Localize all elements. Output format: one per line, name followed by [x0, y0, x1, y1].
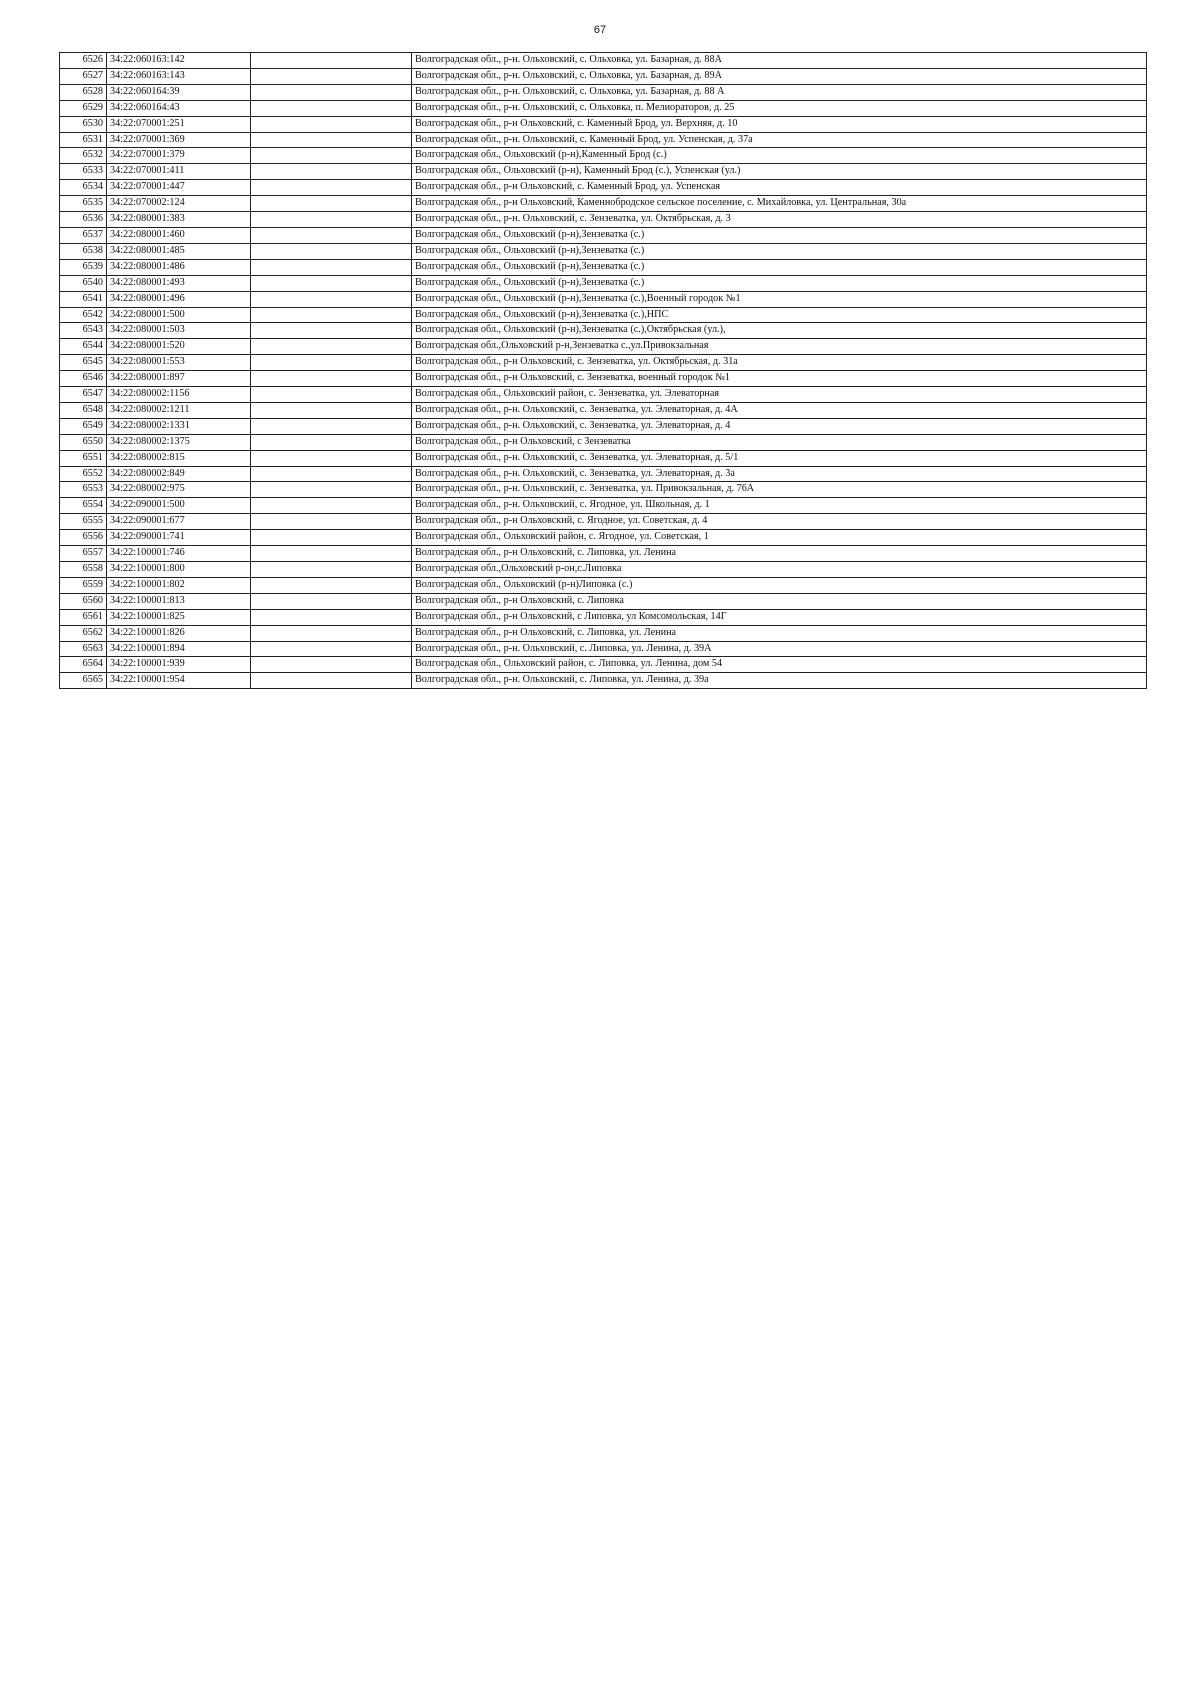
blank-cell [251, 180, 412, 196]
cadastral-number-cell: 34:22:080002:815 [107, 450, 251, 466]
table-row [60, 100, 1147, 116]
cadastral-number-cell: 34:22:060164:43 [107, 100, 251, 116]
row-number-cell: 6564 [60, 657, 107, 673]
cadastral-number-cell: 34:22:070001:251 [107, 116, 251, 132]
table-row [60, 355, 1147, 371]
cadastral-number-cell: 34:22:060163:142 [107, 53, 251, 69]
blank-cell [251, 116, 412, 132]
address-cell: Волгоградская обл., р-н Ольховский, с. Ягодное, ул. Советская, д. 4 [412, 514, 1147, 530]
blank-cell [251, 100, 412, 116]
address-cell: Волгоградская обл., р-н. Ольховский, с. Липовка, ул. Ленина, д. 39А [412, 641, 1147, 657]
cadastral-number-cell: 34:22:060163:143 [107, 68, 251, 84]
table-row [60, 275, 1147, 291]
table-row [60, 402, 1147, 418]
table-row [60, 339, 1147, 355]
address-cell: Волгоградская обл., р-н Ольховский, с. Зензеватка, ул. Октябрьская, д. 31а [412, 355, 1147, 371]
row-number-cell: 6551 [60, 450, 107, 466]
table-row [60, 164, 1147, 180]
row-number-cell: 6529 [60, 100, 107, 116]
address-cell: Волгоградская обл., р-н. Ольховский, с. Зензеватка, ул. Октябрьская, д. 3 [412, 212, 1147, 228]
address-cell: Волгоградская обл., р-н Ольховский, с. Каменный Брод, ул. Успенская [412, 180, 1147, 196]
address-cell: Волгоградская обл., р-н. Ольховский, с. Ольховка, ул. Базарная, д. 88А [412, 53, 1147, 69]
table-row [60, 180, 1147, 196]
table-row [60, 387, 1147, 403]
blank-cell [251, 466, 412, 482]
blank-cell [251, 434, 412, 450]
blank-cell [251, 275, 412, 291]
row-number-cell: 6540 [60, 275, 107, 291]
blank-cell [251, 530, 412, 546]
blank-cell [251, 673, 412, 689]
row-number-cell: 6557 [60, 546, 107, 562]
blank-cell [251, 164, 412, 180]
row-number-cell: 6560 [60, 593, 107, 609]
address-cell: Волгоградская обл., р-н Ольховский, с Липовка, ул Комсомольская, 14Г [412, 609, 1147, 625]
registry-table [59, 52, 1147, 689]
blank-cell [251, 577, 412, 593]
address-cell: Волгоградская обл., Ольховский район, с. Зензеватка, ул. Элеваторная [412, 387, 1147, 403]
row-number-cell: 6534 [60, 180, 107, 196]
row-number-cell: 6539 [60, 259, 107, 275]
blank-cell [251, 402, 412, 418]
row-number-cell: 6549 [60, 418, 107, 434]
row-number-cell: 6531 [60, 132, 107, 148]
cadastral-number-cell: 34:22:080001:460 [107, 227, 251, 243]
blank-cell [251, 307, 412, 323]
row-number-cell: 6536 [60, 212, 107, 228]
blank-cell [251, 53, 412, 69]
table-row [60, 307, 1147, 323]
table-row [60, 577, 1147, 593]
table-row [60, 84, 1147, 100]
address-cell: Волгоградская обл.,Ольховский р-он,с.Липовка [412, 562, 1147, 578]
address-cell: Волгоградская обл., Ольховский (р-н),Зензеватка (с.) [412, 275, 1147, 291]
address-cell: Волгоградская обл., р-н Ольховский, с. Липовка, ул. Ленина [412, 546, 1147, 562]
row-number-cell: 6565 [60, 673, 107, 689]
row-number-cell: 6530 [60, 116, 107, 132]
cadastral-number-cell: 34:22:100001:825 [107, 609, 251, 625]
cadastral-number-cell: 34:22:100001:800 [107, 562, 251, 578]
blank-cell [251, 450, 412, 466]
cadastral-number-cell: 34:22:070001:447 [107, 180, 251, 196]
row-number-cell: 6535 [60, 196, 107, 212]
row-number-cell: 6533 [60, 164, 107, 180]
row-number-cell: 6545 [60, 355, 107, 371]
address-cell: Волгоградская обл., Ольховский (р-н),Зензеватка (с.) [412, 227, 1147, 243]
address-cell: Волгоградская обл., р-н. Ольховский, с. Каменный Брод, ул. Успенская, д. 37а [412, 132, 1147, 148]
address-cell: Волгоградская обл., р-н. Ольховский, с. Зензеватка, ул. Элеваторная, д. 4А [412, 402, 1147, 418]
cadastral-number-cell: 34:22:080001:485 [107, 243, 251, 259]
address-cell: Волгоградская обл., р-н. Ольховский, с. Ольховка, ул. Базарная, д. 88 А [412, 84, 1147, 100]
blank-cell [251, 196, 412, 212]
blank-cell [251, 482, 412, 498]
table-row [60, 562, 1147, 578]
row-number-cell: 6556 [60, 530, 107, 546]
row-number-cell: 6538 [60, 243, 107, 259]
cadastral-number-cell: 34:22:080002:1156 [107, 387, 251, 403]
row-number-cell: 6541 [60, 291, 107, 307]
cadastral-number-cell: 34:22:080001:383 [107, 212, 251, 228]
row-number-cell: 6542 [60, 307, 107, 323]
blank-cell [251, 84, 412, 100]
address-cell: Волгоградская обл., Ольховский район, с. Липовка, ул. Ленина, дом 54 [412, 657, 1147, 673]
blank-cell [251, 227, 412, 243]
table-row [60, 593, 1147, 609]
table-row [60, 673, 1147, 689]
address-cell: Волгоградская обл., Ольховский (р-н),Зензеватка (с.),Военный городок №1 [412, 291, 1147, 307]
address-cell: Волгоградская обл., р-н Ольховский, с. Каменный Брод, ул. Верхняя, д. 10 [412, 116, 1147, 132]
cadastral-number-cell: 34:22:070001:379 [107, 148, 251, 164]
table-row [60, 259, 1147, 275]
row-number-cell: 6553 [60, 482, 107, 498]
blank-cell [251, 498, 412, 514]
address-cell: Волгоградская обл., Ольховский (р-н),Каменный Брод (с.) [412, 148, 1147, 164]
address-cell: Волгоградская обл., р-н Ольховский, с Зензеватка [412, 434, 1147, 450]
table-row [60, 116, 1147, 132]
table-row [60, 498, 1147, 514]
row-number-cell: 6552 [60, 466, 107, 482]
row-number-cell: 6562 [60, 625, 107, 641]
cadastral-number-cell: 34:22:070001:411 [107, 164, 251, 180]
row-number-cell: 6543 [60, 323, 107, 339]
address-cell: Волгоградская обл., р-н. Ольховский, с. Ольховка, п. Мелиораторов, д. 25 [412, 100, 1147, 116]
address-cell: Волгоградская обл., Ольховский (р-н),Зензеватка (с.) [412, 259, 1147, 275]
address-cell: Волгоградская обл., р-н Ольховский, с. Липовка, ул. Ленина [412, 625, 1147, 641]
cadastral-number-cell: 34:22:070002:124 [107, 196, 251, 212]
address-cell: Волгоградская обл., р-н Ольховский, Каменнобродское сельское поселение, с. Михайловка, ул. Центральная, 30а [412, 196, 1147, 212]
cadastral-number-cell: 34:22:100001:746 [107, 546, 251, 562]
table-row [60, 450, 1147, 466]
address-cell: Волгоградская обл., р-н. Ольховский, с. Липовка, ул. Ленина, д. 39а [412, 673, 1147, 689]
row-number-cell: 6526 [60, 53, 107, 69]
cadastral-number-cell: 34:22:080001:897 [107, 371, 251, 387]
address-cell: Волгоградская обл., р-н. Ольховский, с. Зензеватка, ул. Привокзальная, д. 76А [412, 482, 1147, 498]
row-number-cell: 6550 [60, 434, 107, 450]
row-number-cell: 6563 [60, 641, 107, 657]
row-number-cell: 6547 [60, 387, 107, 403]
cadastral-number-cell: 34:22:090001:677 [107, 514, 251, 530]
blank-cell [251, 593, 412, 609]
address-cell: Волгоградская обл., Ольховский (р-н),Зензеватка (с.),Октябрьская (ул.), [412, 323, 1147, 339]
cadastral-number-cell: 34:22:090001:741 [107, 530, 251, 546]
blank-cell [251, 625, 412, 641]
table-row [60, 482, 1147, 498]
table-row [60, 53, 1147, 69]
table-row [60, 132, 1147, 148]
table-row [60, 148, 1147, 164]
blank-cell [251, 132, 412, 148]
cadastral-number-cell: 34:22:100001:939 [107, 657, 251, 673]
address-cell: Волгоградская обл., Ольховский (р-н),Зензеватка (с.),НПС [412, 307, 1147, 323]
blank-cell [251, 641, 412, 657]
address-cell: Волгоградская обл., Ольховский (р-н),Зензеватка (с.) [412, 243, 1147, 259]
table-row [60, 466, 1147, 482]
address-cell: Волгоградская обл., Ольховский район, с. Ягодное, ул. Советская, 1 [412, 530, 1147, 546]
address-cell: Волгоградская обл., Ольховский (р-н)Липовка (с.) [412, 577, 1147, 593]
address-cell: Волгоградская обл., р-н. Ольховский, с. Зензеватка, ул. Элеваторная, д. 5/1 [412, 450, 1147, 466]
blank-cell [251, 291, 412, 307]
table-row [60, 212, 1147, 228]
cadastral-number-cell: 34:22:080002:1211 [107, 402, 251, 418]
table-row [60, 434, 1147, 450]
cadastral-number-cell: 34:22:070001:369 [107, 132, 251, 148]
table-row [60, 243, 1147, 259]
cadastral-number-cell: 34:22:080002:1375 [107, 434, 251, 450]
table-row [60, 323, 1147, 339]
row-number-cell: 6555 [60, 514, 107, 530]
cadastral-number-cell: 34:22:080001:486 [107, 259, 251, 275]
cadastral-number-cell: 34:22:100001:813 [107, 593, 251, 609]
blank-cell [251, 514, 412, 530]
address-cell: Волгоградская обл., р-н. Ольховский, с. Ольховка, ул. Базарная, д. 89А [412, 68, 1147, 84]
registry-table-body [60, 53, 1147, 689]
table-row [60, 657, 1147, 673]
cadastral-number-cell: 34:22:060164:39 [107, 84, 251, 100]
cadastral-number-cell: 34:22:090001:500 [107, 498, 251, 514]
table-row [60, 227, 1147, 243]
table-row [60, 530, 1147, 546]
address-cell: Волгоградская обл., р-н. Ольховский, с. Зензеватка, ул. Элеваторная, д. 4 [412, 418, 1147, 434]
blank-cell [251, 259, 412, 275]
table-row [60, 196, 1147, 212]
table-row [60, 418, 1147, 434]
row-number-cell: 6548 [60, 402, 107, 418]
blank-cell [251, 323, 412, 339]
blank-cell [251, 355, 412, 371]
cadastral-number-cell: 34:22:100001:954 [107, 673, 251, 689]
cadastral-number-cell: 34:22:080001:503 [107, 323, 251, 339]
blank-cell [251, 657, 412, 673]
row-number-cell: 6554 [60, 498, 107, 514]
row-number-cell: 6558 [60, 562, 107, 578]
cadastral-number-cell: 34:22:080002:849 [107, 466, 251, 482]
cadastral-number-cell: 34:22:080002:975 [107, 482, 251, 498]
table-row [60, 514, 1147, 530]
address-cell: Волгоградская обл., р-н Ольховский, с. Зензеватка, военный городок №1 [412, 371, 1147, 387]
cadastral-number-cell: 34:22:080001:553 [107, 355, 251, 371]
address-cell: Волгоградская обл., Ольховский (р-н), Каменный Брод (с.), Успенская (ул.) [412, 164, 1147, 180]
row-number-cell: 6528 [60, 84, 107, 100]
blank-cell [251, 387, 412, 403]
address-cell: Волгоградская обл., р-н Ольховский, с. Липовка [412, 593, 1147, 609]
address-cell: Волгоградская обл.,Ольховский р-н,Зензеватка с.,ул.Привокзальная [412, 339, 1147, 355]
cadastral-number-cell: 34:22:080001:500 [107, 307, 251, 323]
page-number: 67 [593, 24, 607, 36]
blank-cell [251, 609, 412, 625]
table-row [60, 371, 1147, 387]
blank-cell [251, 371, 412, 387]
table-row [60, 291, 1147, 307]
blank-cell [251, 339, 412, 355]
cadastral-number-cell: 34:22:100001:802 [107, 577, 251, 593]
cadastral-number-cell: 34:22:100001:894 [107, 641, 251, 657]
row-number-cell: 6546 [60, 371, 107, 387]
address-cell: Волгоградская обл., р-н. Ольховский, с. Зензеватка, ул. Элеваторная, д. 3а [412, 466, 1147, 482]
cadastral-number-cell: 34:22:100001:826 [107, 625, 251, 641]
row-number-cell: 6532 [60, 148, 107, 164]
blank-cell [251, 243, 412, 259]
row-number-cell: 6544 [60, 339, 107, 355]
table-row [60, 546, 1147, 562]
blank-cell [251, 212, 412, 228]
blank-cell [251, 562, 412, 578]
blank-cell [251, 148, 412, 164]
blank-cell [251, 68, 412, 84]
row-number-cell: 6561 [60, 609, 107, 625]
table-row [60, 68, 1147, 84]
blank-cell [251, 546, 412, 562]
blank-cell [251, 418, 412, 434]
row-number-cell: 6527 [60, 68, 107, 84]
table-row [60, 609, 1147, 625]
cadastral-number-cell: 34:22:080001:520 [107, 339, 251, 355]
row-number-cell: 6559 [60, 577, 107, 593]
row-number-cell: 6537 [60, 227, 107, 243]
address-cell: Волгоградская обл., р-н. Ольховский, с. Ягодное, ул. Школьная, д. 1 [412, 498, 1147, 514]
cadastral-number-cell: 34:22:080002:1331 [107, 418, 251, 434]
table-row [60, 625, 1147, 641]
table-row [60, 641, 1147, 657]
cadastral-number-cell: 34:22:080001:493 [107, 275, 251, 291]
cadastral-number-cell: 34:22:080001:496 [107, 291, 251, 307]
